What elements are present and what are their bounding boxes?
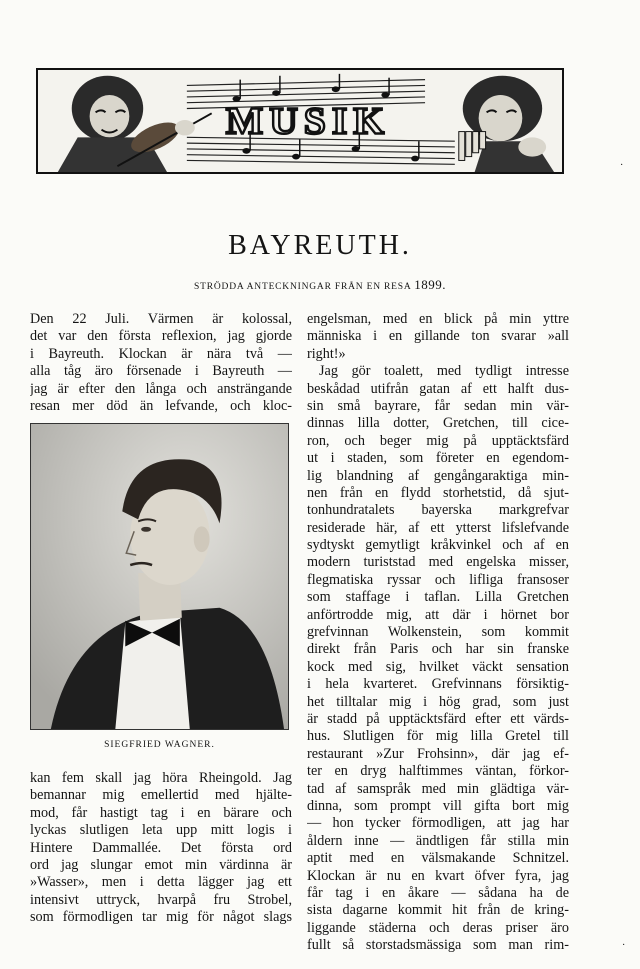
text-line: ron, och beger mig på upptäcktsfärd [307,432,569,449]
left-column-bottom [30,770,292,927]
text-line: mod, får hastigt tag i en bärare och [30,804,292,821]
banner-word: MUSIK [225,100,391,143]
text-line: Hintere Dammallée. Det första ord [30,839,292,856]
text-line: anförtrodde mig, att där i hörnet bor [307,606,569,623]
text-line: restaurant »Zur Frohsinn», där jag ef- [307,745,569,762]
text-line: jag är efter den långa och ansträngande [30,380,292,397]
text-line: ord jag slungar emot min värdinna är [30,856,292,873]
text-line: grefvinnan Wolkenstein, som kommit [307,624,569,641]
subtitle-year: 1899. [414,277,446,292]
margin-mark: · [620,160,624,171]
text-line: flegmatiska ryssar och lifliga fransoser [307,571,569,588]
text-line: kock med sig, hvilket väckt sensation [307,658,569,675]
subtitle-text: STRÖDDA ANTECKNINGAR FRÅN EN RESA [194,282,411,292]
portrait-photo [30,423,289,730]
text-line: tad af samspråk med min glädtiga vär- [307,780,569,797]
article-title: BAYREUTH. [228,230,412,261]
text-line: sin små bayrare, får sedan min vär- [307,397,569,414]
photo-caption: SIEGFRIED WAGNER. [104,740,215,750]
text-line: — hon tycker förmodligen, att jag har [307,815,569,832]
text-line: resan mer död än lefvande, och kloc- [30,397,292,414]
header-banner [36,68,564,174]
text-line: modern turiststad med engelska misser, [307,554,569,571]
text-line: Klockan är nu en kvart öfver fyra, jag [307,867,569,884]
text-line: får tag i en åkare — sådana ha de [307,884,569,901]
text-line: sydtyskt gemytligt kråkvinkel och af en [307,537,569,554]
text-line: fullt så storstadsmässiga som man rim- [307,937,569,954]
text-line: Den 22 Juli. Värmen är kolossal, [30,311,292,327]
text-line: Jag gör toalett, med tydligt intresse [319,363,569,380]
article-subtitle [0,277,640,293]
text-line: het tilltalar mig i hög grad, som just [307,693,569,710]
text-line: ut i staden, som företer en egendom- [307,450,569,467]
text-line: sista dagarne kommit hit från de kring- [307,902,569,919]
text-line: som staffage i taflan. Lilla Gretchen [307,589,569,606]
text-line: människa i en gillande ton svarar »all [307,328,569,345]
text-line: liggande städerna och deras priser äro [307,919,569,936]
text-line: åldern inne — ändtligen får stilla min [307,832,569,849]
text-line: dinna, som prompt vill gifta bort mig [307,797,569,814]
text-line: aptit med en välsmakande Schnitzel. [307,850,569,867]
text-line: det var den första reflexion, jag gjorde [30,328,292,345]
text-line: »Wasser», men i detta lägger jag ett [30,874,292,891]
portrait-illustration [31,424,288,729]
text-line: tonhundratalets bayerska markgrefvar [307,502,569,519]
text-line: direkt från Paris och har sin franske [307,641,569,658]
text-line: hus. Slutligen för mig lilla Gretel till [307,728,569,745]
text-line: residerade här, af ett ytterst lifslefvande [307,519,569,536]
text-line: i hela kvarteret. Grefvinnans försiktig- [307,676,569,693]
text-line: som förmodligen tar mig för något slags [30,909,292,926]
text-line: alla tåg äro försenade i Bayreuth — [30,363,292,380]
banner-illustration [38,70,562,172]
text-line: kan fem skall jag höra Rheingold. Jag [30,770,292,786]
text-line: bemannar mig emellertid med hjälte- [30,787,292,804]
text-line: lig blandning af gengångaraktiga min- [307,467,569,484]
text-line: right!» [307,345,346,362]
text-line: i Bayreuth. Klockan är nära två — [30,345,292,362]
right-column [307,311,569,954]
text-line: intensivt uttryck, hvarpå fru Strobel, [30,891,292,908]
text-line: ter en dryg halftimmes väntan, förkor- [307,763,569,780]
text-line: nen från en flydd storhetstid, då sjut- [307,484,569,501]
text-line: engelsman, med en blick på min yttre [307,311,569,327]
text-line: lyckas slutligen leta upp mitt logis i [30,822,292,839]
text-line: är stadd på upptäcktsfärd efter ett värds- [307,710,569,727]
left-column-top [30,311,292,415]
text-line: beskådad utifrån gatan af ett halft dus- [307,380,569,397]
text-line: dinnas lilla dotter, Gretchen, till cice- [307,415,569,432]
margin-mark: · [622,940,626,951]
